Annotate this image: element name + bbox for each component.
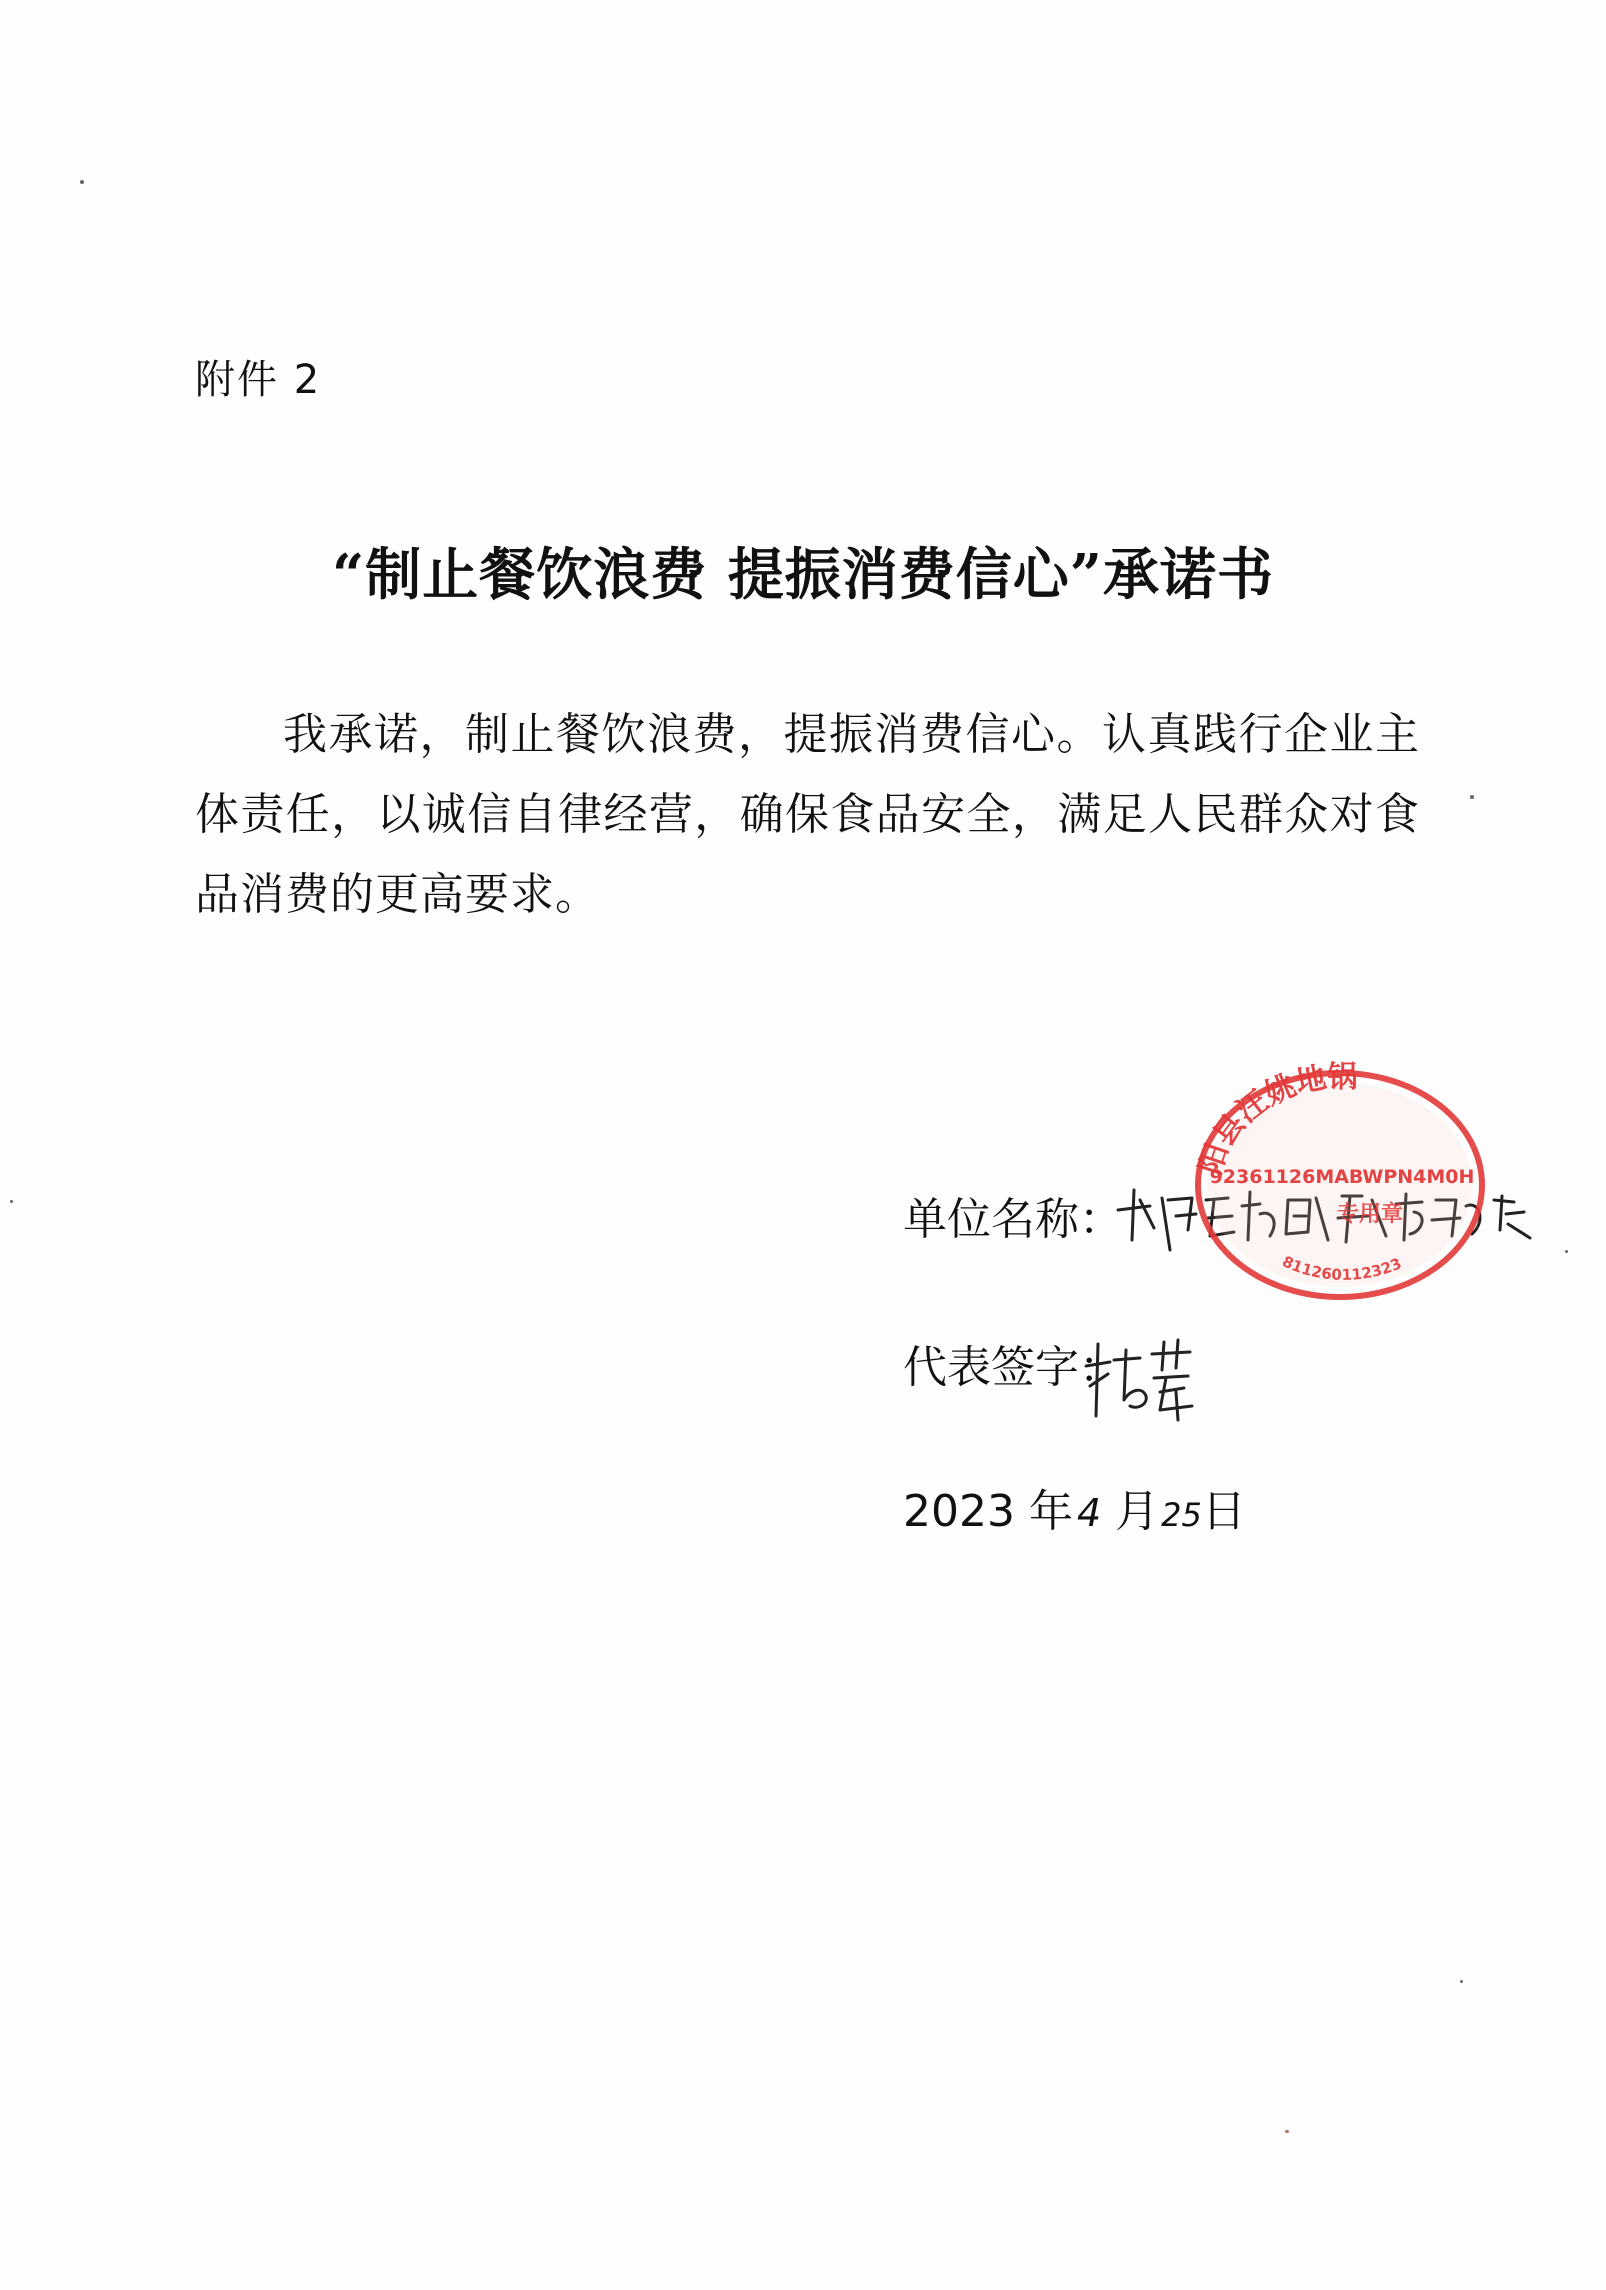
date-day-handwritten: 25: [1161, 1496, 1202, 1534]
seal-inner-text: 专用章: [1336, 1202, 1404, 1227]
date-year-suffix: 年: [1014, 1486, 1073, 1537]
seal-bottom-text: 811260112323: [1279, 1252, 1405, 1284]
scan-speck: [10, 1200, 13, 1203]
seal-code-text: 92361126MABWPN4M0H: [1209, 1166, 1475, 1188]
date-month-handwritten: 4: [1076, 1491, 1102, 1535]
unit-name-row: [903, 1192, 1123, 1248]
scan-speck: [1285, 2130, 1289, 2133]
document-title: “制止餐饮浪费 提振消费信心”承诺书: [332, 542, 1274, 608]
scan-speck: [1565, 1250, 1568, 1253]
date-year: 2023: [903, 1486, 1015, 1537]
commitment-body: 我承诺，制止餐饮浪费，提振消费信心。认真践行企业主体责任，以诚信自律经营，确保食品安全，满足人民群众对食品消费的更高要求。: [195, 709, 1420, 920]
representative-label: 代表签字：: [903, 1342, 1123, 1393]
attachment-label: 附件 2: [195, 357, 322, 403]
scan-speck: [1460, 1980, 1463, 1983]
date-day-suffix: 日: [1201, 1486, 1246, 1537]
scan-speck: [80, 180, 84, 184]
date-row: [903, 1484, 1246, 1543]
official-seal: [1180, 1055, 1500, 1305]
unit-name-label: 单位名称：: [903, 1194, 1123, 1245]
seal-top-text: 阳县汪姚地锅: [1192, 1059, 1358, 1179]
scan-speck: [1470, 795, 1474, 799]
date-month-suffix: 月: [1101, 1486, 1160, 1537]
representative-row: [903, 1340, 1123, 1396]
